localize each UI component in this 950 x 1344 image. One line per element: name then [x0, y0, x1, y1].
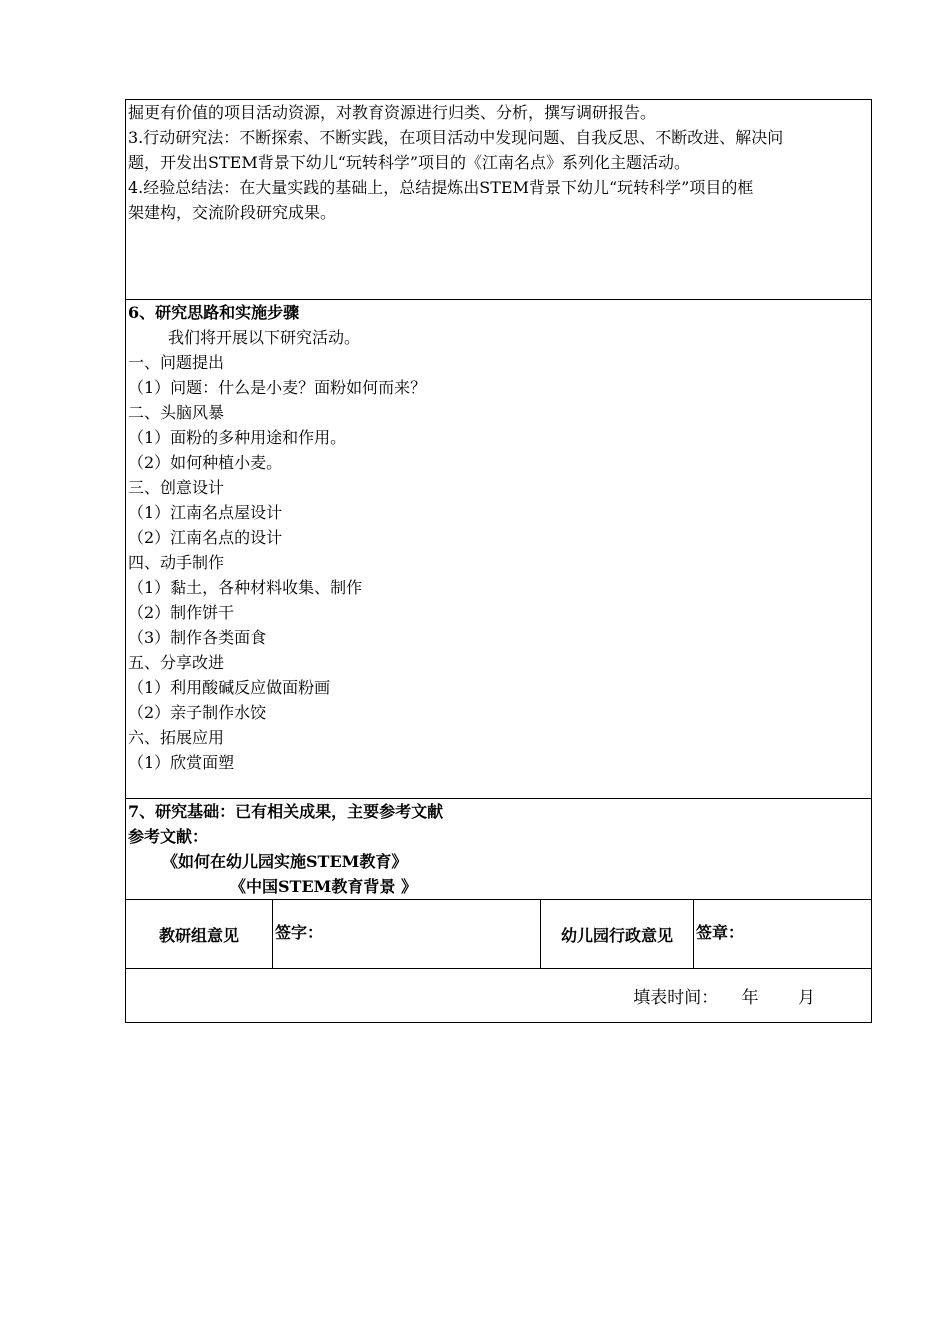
fill-date-row: [126, 969, 872, 1023]
step-line: 四、动手制作: [128, 553, 225, 572]
seal-field[interactable]: 签章：: [694, 900, 872, 969]
section-6-intro: 我们将开展以下研究活动。: [168, 328, 361, 347]
step-line: （1）江南名点屋设计: [128, 503, 283, 522]
form-document: [125, 99, 871, 1023]
signature-field[interactable]: 签字：: [273, 900, 541, 969]
step-line: 五、分享改进: [128, 653, 225, 672]
step-line: 六、拓展应用: [128, 728, 225, 747]
step-line: （1）黏土，各种材料收集、制作: [128, 578, 363, 597]
section-7-heading: 7、研究基础：已有相关成果，主要参考文献: [128, 802, 444, 821]
references-section: [126, 799, 872, 900]
reference-item: 《中国STEM教育背景 》: [230, 877, 417, 896]
step-line: （1）利用酸碱反应做面粉画: [128, 678, 331, 697]
step-line: （3）制作各类面食: [128, 628, 267, 647]
admin-opinion-label: 幼儿园行政意见: [541, 900, 694, 969]
reference-item: 《如何在幼儿园实施STEM教育》: [162, 852, 408, 871]
step-line: 一、问题提出: [128, 353, 225, 372]
section-6-heading: 6、研究思路和实施步骤: [128, 303, 300, 322]
methods-line: 4.经验总结法：在大量实践的基础上，总结提炼出STEM背景下幼儿“玩转科学”项目的框: [128, 178, 754, 197]
methods-line: 架建构，交流阶段研究成果。: [128, 203, 337, 222]
step-line: 三、创意设计: [128, 478, 225, 497]
references-label: 参考文献：: [128, 827, 209, 846]
step-line: （2）如何种植小麦。: [128, 453, 283, 472]
step-line: （2）亲子制作水饺: [128, 703, 267, 722]
methods-line: 掘更有价值的项目活动资源，对教育资源进行归类、分析，撰写调研报告。: [128, 103, 657, 122]
research-form-table: [125, 99, 872, 1023]
step-line: （2）江南名点的设计: [128, 528, 283, 547]
month-label[interactable]: 月: [798, 988, 816, 1008]
step-line: （2）制作饼干: [128, 603, 235, 622]
step-line: （1）欣赏面塑: [128, 753, 235, 772]
methods-line: 3.行动研究法：不断探索、不断实践，在项目活动中发现问题、自我反思、不断改进、解决问: [128, 128, 784, 147]
step-line: （1）面粉的多种用途和作用。: [128, 428, 347, 447]
teaching-group-label: 教研组意见: [126, 900, 273, 969]
steps-section: [126, 300, 872, 799]
year-label[interactable]: 年: [741, 988, 759, 1008]
step-line: 二、头脑风暴: [128, 403, 225, 422]
step-line: （1）问题：什么是小麦？面粉如何而来？: [128, 378, 427, 397]
fill-date-label: 填表时间：: [633, 988, 719, 1008]
methods-section: [126, 100, 872, 300]
methods-line: 题，开发出STEM背景下幼儿“玩转科学”项目的《江南名点》系列化主题活动。: [128, 153, 691, 172]
